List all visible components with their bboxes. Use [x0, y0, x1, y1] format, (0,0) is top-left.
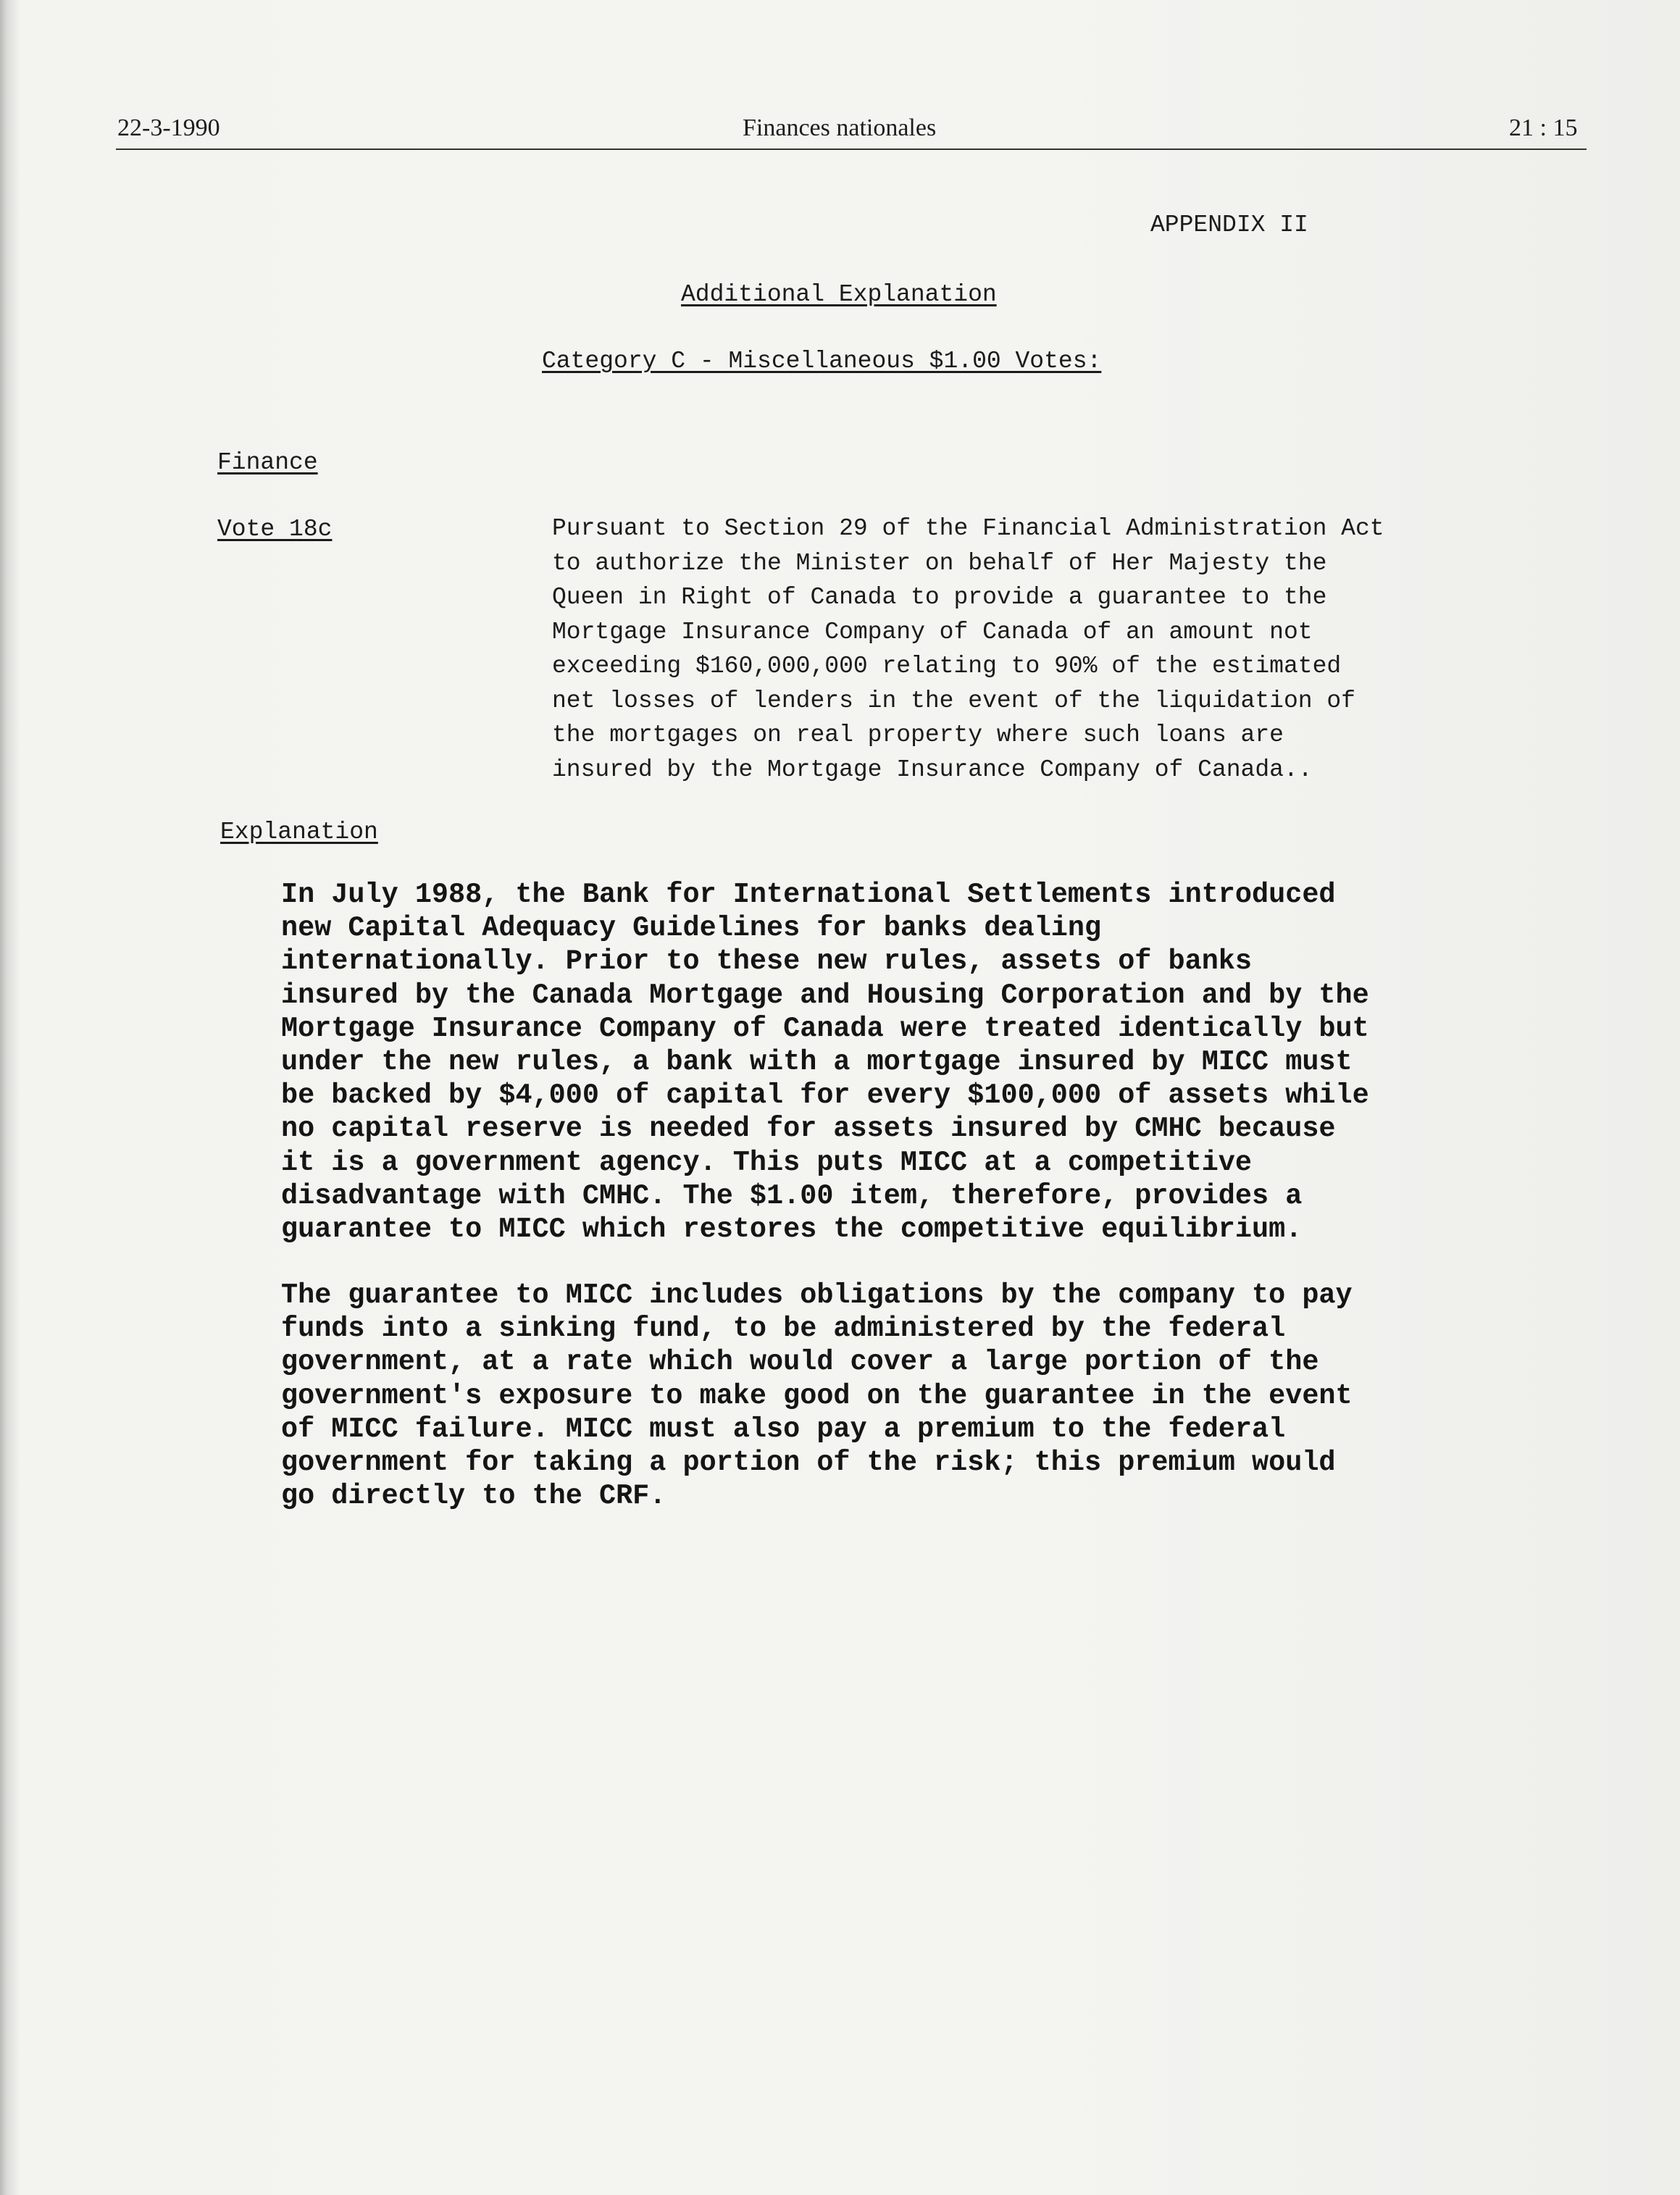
header-rule — [116, 149, 1587, 150]
vote-line: exceeding $160,000,000 relating to 90% of the estimated — [552, 653, 1342, 680]
header-date: 22-3-1990 — [117, 114, 220, 141]
paragraph-line: new Capital Adequacy Guidelines for banks dealing — [281, 912, 1102, 945]
explanation-label: Explanation — [220, 819, 378, 845]
vote-line: Pursuant to Section 29 of the Financial Administration Act — [552, 515, 1384, 542]
paragraph-line: government's exposure to make good on the guarantee in the event — [281, 1379, 1353, 1412]
vote-line: to authorize the Minister on behalf of Her Majesty the — [552, 549, 1327, 577]
section-title: Finance — [217, 449, 318, 476]
vote-line: the mortgages on real property where such loans are — [552, 722, 1284, 748]
paragraph-line: government, at a rate which would cover a large portion of the — [281, 1346, 1319, 1379]
paragraph-line: government for taking a portion of the risk; this premium would — [281, 1447, 1336, 1479]
paragraph-line: it is a government agency. This puts MICC at a competitive — [281, 1146, 1253, 1179]
paragraph-line: insured by the Canada Mortgage and Housing Corporation and by the — [281, 979, 1369, 1011]
vote-line: net losses of lenders in the event of the liquidation of — [552, 687, 1355, 714]
header-publication: Finances nationales — [743, 114, 937, 141]
appendix-label: APPENDIX II — [1150, 212, 1308, 238]
category-heading: Category C - Miscellaneous $1.00 Votes: — [542, 348, 1102, 375]
vote-line: insured by the Mortgage Insurance Company of Canada.. — [552, 756, 1313, 783]
heading: Additional Explanation — [681, 281, 997, 308]
paragraph-line: Mortgage Insurance Company of Canada were treated identically but — [281, 1012, 1369, 1045]
paragraph-line: In July 1988, the Bank for International Settlements introduced — [281, 879, 1336, 911]
vote-line: Queen in Right of Canada to provide a guarantee to the — [552, 584, 1327, 611]
paragraph-line: internationally. Prior to these new rules, assets of banks — [281, 945, 1253, 978]
vote-description — [552, 511, 1384, 787]
vote-label: Vote 18c — [217, 516, 333, 543]
paragraph-line: disadvantage with CMHC. The $1.00 item, therefore, provides a — [281, 1179, 1303, 1212]
explanation-paragraph-2 — [281, 1279, 1353, 1513]
paragraph-line: be backed by $4,000 of capital for every $100,000 of assets while — [281, 1079, 1369, 1112]
paragraph-line: funds into a sinking fund, to be administered by the federal — [281, 1313, 1286, 1345]
paragraph-line: of MICC failure. MICC must also pay a premium to the federal — [281, 1413, 1286, 1445]
vote-line: Mortgage Insurance Company of Canada of an amount not — [552, 618, 1313, 645]
paragraph-line: go directly to the CRF. — [281, 1480, 666, 1513]
paragraph-line: under the new rules, a bank with a mortgage insured by MICC must — [281, 1046, 1353, 1079]
paragraph-line: guarantee to MICC which restores the competitive equilibrium. — [281, 1213, 1303, 1246]
header-page-ref: 21 : 15 — [1509, 114, 1578, 141]
paragraph-line: The guarantee to MICC includes obligations by the company to pay — [281, 1279, 1353, 1311]
explanation-paragraph-1 — [281, 878, 1369, 1246]
paragraph-line: no capital reserve is needed for assets insured by CMHC because — [281, 1113, 1336, 1145]
